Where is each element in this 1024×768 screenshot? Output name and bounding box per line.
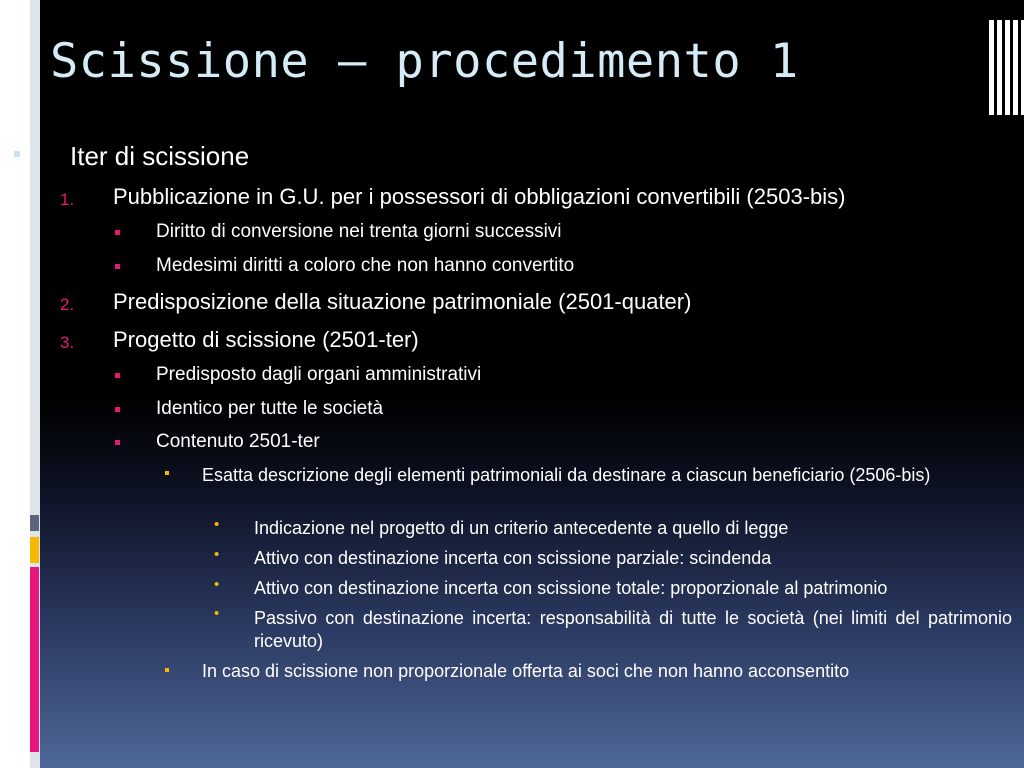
decorative-stripes bbox=[989, 20, 1024, 115]
bullet-dot-icon: • bbox=[214, 546, 220, 563]
slide-title: Scissione – procedimento 1 bbox=[50, 34, 799, 89]
item-number: 3. bbox=[60, 333, 75, 352]
accent-bar-yellow bbox=[30, 537, 39, 563]
bullet-iter bbox=[70, 141, 249, 172]
bullet-dot-icon: • bbox=[214, 605, 220, 622]
bullet-text: Iter di scissione bbox=[70, 141, 250, 171]
top-level-bullet-marker bbox=[14, 151, 20, 157]
sub-bullet-text: Identico per tutte le società bbox=[156, 398, 384, 419]
level4-bullet-text: Indicazione nel progetto di un criterio antecedente a quello di legge bbox=[254, 518, 789, 538]
level4-bullet-text: Attivo con destinazione incerta con scissione parziale: scindenda bbox=[254, 548, 772, 568]
accent-bar-gray bbox=[30, 515, 39, 531]
level4-bullet-text: Attivo con destinazione incerta con scissione totale: proporzionale al patrimonio bbox=[254, 578, 888, 598]
square-bullet-icon bbox=[115, 264, 120, 269]
sub-sub-bullet-text: In caso di scissione non proporzionale offerta ai soci che non hanno acconsentito bbox=[202, 661, 850, 681]
item-number: 1. bbox=[60, 190, 75, 209]
level4-bullet-text: Passivo con destinazione incerta: responsabilità di tutte le società (nei limiti del patrimonio ricevuto) bbox=[254, 608, 1012, 651]
item-number: 2. bbox=[60, 295, 75, 314]
sub-bullet-text: Predisposto dagli organi amministrativi bbox=[156, 364, 482, 385]
square-bullet-icon bbox=[115, 407, 120, 412]
square-bullet-icon bbox=[115, 373, 120, 378]
sub-bullet-text: Diritto di conversione nei trenta giorni successivi bbox=[156, 221, 562, 242]
sub-bullet-text: Medesimi diritti a coloro che non hanno convertito bbox=[156, 255, 575, 276]
bullet-dot-icon: • bbox=[214, 516, 220, 533]
bullet-dot-icon: • bbox=[214, 576, 220, 593]
square-bullet-icon bbox=[165, 668, 169, 672]
square-bullet-icon bbox=[165, 471, 169, 475]
sub-sub-bullet-text: Esatta descrizione degli elementi patrimoniali da destinare a ciascun beneficiario (2506-bis) bbox=[202, 465, 931, 485]
square-bullet-icon bbox=[115, 440, 120, 445]
item-text: Pubblicazione in G.U. per i possessori di obbligazioni convertibili (2503-bis) bbox=[113, 184, 846, 209]
item-text: Progetto di scissione (2501-ter) bbox=[113, 327, 419, 352]
item-text: Predisposizione della situazione patrimoniale (2501-quater) bbox=[113, 289, 692, 314]
sub-bullet-text: Contenuto 2501-ter bbox=[156, 431, 320, 452]
accent-bar-pink bbox=[30, 567, 39, 752]
square-bullet-icon bbox=[115, 230, 120, 235]
